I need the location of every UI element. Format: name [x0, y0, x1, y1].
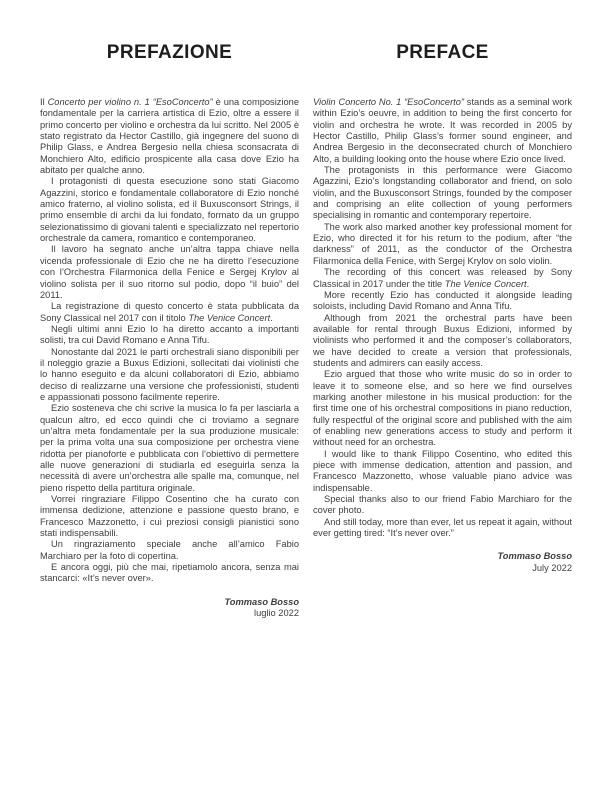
prefazione-column	[40, 42, 299, 776]
signature-name: Tommaso Bosso	[224, 596, 299, 607]
preface-column	[313, 42, 572, 776]
paragraph: Negli ultimi anni Ezio lo ha diretto accanto a importanti solisti, tra cui David Romano e Anna Tifu.	[40, 323, 299, 346]
signature-date: July 2022	[532, 562, 572, 573]
paragraph: More recently Ezio has conducted it alongside leading soloists, including David Romano and Anna Tifu.	[313, 289, 572, 312]
paragraph: The work also marked another key professional moment for Ezio, who directed it for his return to the podium, after “the darkness” of 2011, as the conductor of the Orchestra Filarmonica della Fenice, with Sergej Krylov on solo violin.	[313, 221, 572, 266]
prefazione-signature	[40, 597, 299, 620]
paragraph: And still today, more than ever, let us repeat it again, without ever getting tired: “It’s never over.”	[313, 516, 572, 539]
paragraph: Nonostante dal 2021 le parti orchestrali siano disponibili per il noleggio grazie a Buxus Edizioni, sollecitati dai violinisti che lo hanno eseguito e da alcuni collaboratori di Ezio, abbiamo deciso di realizzarne una versione che professionisti, studenti e appassionati possono facilmente reperire.	[40, 346, 299, 402]
preface-heading: PREFACE	[396, 42, 489, 63]
paragraph: Un ringraziamento speciale anche all’amico Fabio Marchiaro per la foto di copertina.	[40, 539, 299, 561]
paragraph: I protagonisti di questa esecuzione sono stati Giacomo Agazzini, storico e fondamentale collaboratore di Ezio nonché amico fraterno, al violino solista, ed il Buxusconsort Strings, il primo ensemble di archi da lui fondato, formato da un gruppo selezionatissimo di giovani talenti e specializzato nel repertorio orchestrale da camera, romantico e contemporaneo.	[40, 176, 299, 244]
paragraph: Although from 2021 the orchestral parts have been available for rental through Buxus Edizioni, informed by violinists who performed it and the composer’s collaborators, we have decided to create a version that professionals, students and admirers can easily access.	[313, 312, 572, 368]
prefazione-body	[40, 97, 299, 585]
paragraph: Special thanks also to our friend Fabio Marchiaro for the cover photo.	[313, 494, 572, 516]
paragraph: E ancora oggi, più che mai, ripetiamolo ancora, senza mai stancarci: «It’s never over».	[40, 562, 299, 584]
paragraph: The protagonists in this performance were Giacomo Agazzini, Ezio’s longstanding collaborator and friend, on solo violin, and the Buxusconsort Strings, founded by the composer and comprising an elite collection of young performers specialising in romantic and contemporary repertoire.	[313, 165, 572, 221]
paragraph: I would like to thank Filippo Cosentino, who edited this piece with immense dedication, attention and passion, and Francesco Mazzonetto, whose valuable piano advice was indispensable.	[313, 448, 572, 493]
paragraph: Il Concerto per violino n. 1 “EsoConcerto” è una composizione fondamentale per la carriera artistica di Ezio, oltre a essere il primo concerto per violino e orchestra da lui scritto. Nel 2005 è stato registrato da Hector Castillo, già ingegnere del suono di Philip Glass, e Andrea Bergesio nella chiesa sconsacrata di Monchiero Alto, edificio prospicente alla casa dove Ezio ha abitato per qualche anno.	[40, 97, 299, 176]
prefazione-heading: PREFAZIONE	[106, 42, 233, 63]
paragraph: Il lavoro ha segnato anche un’altra tappa chiave nella vicenda professionale di Ezio che ne ha diretto l’esecuzione con l’Orchestra Filarmonica della Fenice e Sergej Krylov al violino solista per il suo ritorno sul podio, dopo “il buio” del 2011.	[40, 244, 299, 300]
signature-date: luglio 2022	[254, 608, 299, 619]
paragraph: Ezio sosteneva che chi scrive la musica lo fa per lasciarla a qualcun altro, ed ecco quindi che ci troviamo a segnare un’altra meta fondamentale per la sua produzione musicale: per la prima volta una sua composizione per orchestra viene ridotta per pianoforte e pubblicata con l’obiettivo di permettere alle nuove generazioni di studiarla ed eseguirla senza la necessità di avere un’orchestra alle spalle ma, comunque, nel pieno rispetto della partitura originale.	[40, 403, 299, 493]
preface-signature	[313, 551, 572, 574]
paragraph: Ezio argued that those who write music do so in order to leave it to someone else, and so here we find ourselves marking another milestone in his musical production: for the first time one of his orchestral compositions in piano reduction, fully respectful of the original score and published with the aim of enabling new generations access to study and perform it without need for an orchestra.	[313, 369, 572, 448]
paragraph: La registrazione di questo concerto è stata pubblicata da Sony Classical nel 2017 con il titolo The Venice Concert.	[40, 301, 299, 323]
signature-name: Tommaso Bosso	[497, 551, 572, 562]
paragraph: Violin Concerto No. 1 “EsoConcerto” stands as a seminal work within Ezio’s oeuvre, in addition to being the first concerto for violin and orchestra he wrote. It was recorded in 2005 by Hector Castillo, Philip Glass’s former sound engineer, and Andrea Bergesio in the deconsecrated church of Monchiero Alto, a building looking onto the house where Ezio once lived.	[313, 97, 572, 164]
preface-body	[313, 97, 572, 539]
paragraph: The recording of this concert was released by Sony Classical in 2017 under the title The Venice Concert.	[313, 267, 572, 289]
paragraph: Vorrei ringraziare Filippo Cosentino che ha curato con immensa dedizione, attenzione e passione questo brano, e Francesco Mazzonetto, i cui preziosi consigli pianistici sono stati indispensabili.	[40, 494, 299, 539]
